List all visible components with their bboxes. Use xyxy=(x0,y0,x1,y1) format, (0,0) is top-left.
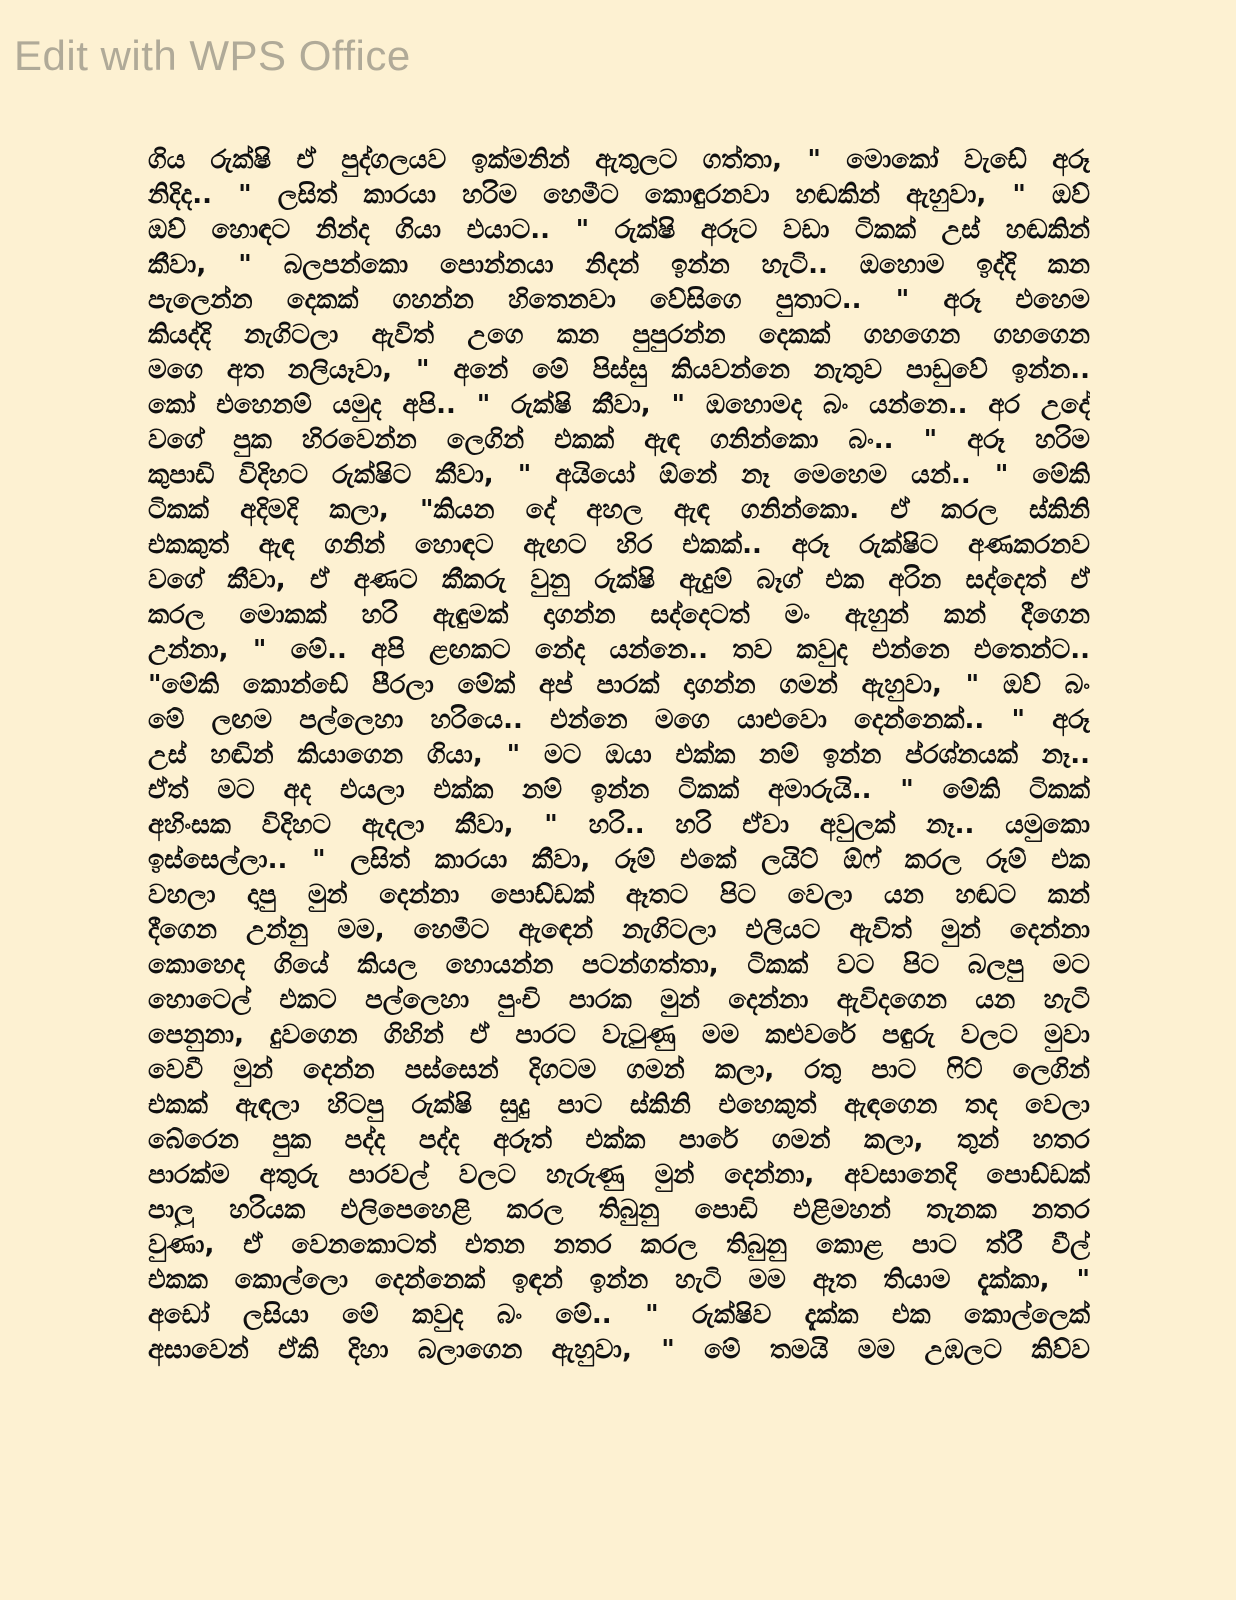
text-line: බේරෙන පුක පද්ද පද්ද අරූත් එක්ක පාරේ ගමන් කලා, තුන් හතර xyxy=(148,1125,1090,1155)
text-line: ඔව් හොඳට නින්ද ගියා එයාට.. " රුක්ෂි අරූට වඩා ටිකක් උස් හඬකින් xyxy=(148,215,1090,245)
text-line: පාරක්ම අතුරු පාරවල් වලට හැරුණු මුන් දෙන්නා, අවසානෙදි පොඩ්ඩක් xyxy=(148,1160,1090,1190)
text-line: පාලු හරියක එලිපෙහෙළි කරල තිබුනු පොඩි එළිමහන් තැනක නතර xyxy=(148,1195,1090,1225)
text-line: කියද්දි නැගිටලා ඇවිත් උගෙ කන පුපුරන්න දෙකක් ගහගෙන ගහගෙන xyxy=(148,320,1090,350)
text-line: "මේකි කොන්ඩේ පීරලා මේක් අප් පාරක් දාගන්න ගමන් ඇහුවා, " ඔව් බං xyxy=(148,670,1090,700)
text-line: ගිය රුක්ෂි ඒ පුද්ගලයව ඉක්මනින් ඇතුලට ගත්තා, " මොකෝ වැඩේ අරූ xyxy=(148,145,1090,175)
text-line: අඩෝ ලසියා මේ කවුද බං මේ.. " රුක්ෂිව දැක්ක එක කොල්ලෙක් xyxy=(148,1300,1090,1330)
text-line: වෙවී මුන් දෙන්න පස්සෙන් දිගටම ගමන් කලා, රතු පාට ෆිට් ලෙගින් xyxy=(148,1055,1090,1085)
text-line: ටිකක් අදිමදි කලා, "කියන දේ අහල ඇඳ ගනින්කො. ඒ කරල ස්කිනි xyxy=(148,495,1090,525)
text-line: එකක කොල්ලො දෙන්නෙක් ඉඳන් ඉන්න හැටි මම ඈත තියාම දැක්කා, " xyxy=(148,1265,1090,1295)
text-line: උන්නා, " මේ.. අපි ළඟකට නේද යන්නෙ.. තව කවුද එන්නෙ එතෙන්ට.. xyxy=(148,635,1090,665)
text-line: මගෙ අත නලියෑවා, " අනේ මේ පිස්සු කියවන්නෙ නැතුව පාඩුවේ ඉන්න.. xyxy=(148,355,1090,385)
text-line: වගේ පුක හිරවෙන්න ලෙගින් එකක් ඇඳ ගනින්කො බං.. " අරූ හරිම xyxy=(148,425,1090,455)
text-line: වහලා දාපු මුන් දෙන්නා පොඩ්ඩක් ඈතට පිට වෙලා යන හඬට කන් xyxy=(148,880,1090,910)
story-text xyxy=(148,143,1090,1368)
text-line: කොහෙද ගියේ කියල හොයන්න පටන්ගත්තා, ටිකක් වට පිට බලපු මට xyxy=(148,950,1090,980)
text-line: ඉස්සෙල්ලා.. " ලසිත් කාරයා කීවා, රූම් එකේ ලයිට් ඕෆ් කරල රූම් එක xyxy=(148,845,1090,875)
text-line: කරල මොකක් හරි ඇඳුමක් දාගන්න සද්දෙටත් මං ඇහුන් කන් දීගෙන xyxy=(148,600,1090,630)
wps-watermark: Edit with WPS Office xyxy=(14,32,411,79)
text-line: මේ ලඟම පල්ලෙහා හරියෙ.. එන්නෙ මගෙ යාළුවො දෙන්නෙක්.. " අරූ xyxy=(148,705,1090,735)
text-line: ඒත් මට අද එයලා එක්ක නම් ඉන්න ටිකක් අමාරුයි.. " මේකි ටිකක් xyxy=(148,775,1090,805)
text-line: වගේ කීවා, ඒ අණට කීකරු වුනු රුක්ෂි ඇදුම් බෑග් එක අරින සද්දෙත් ඒ xyxy=(148,565,1090,595)
text-line: එකකුත් ඇඳ ගනින් හොඳට ඇඟට හිර එකක්.. අරූ රුක්ෂිට අණකරනව xyxy=(148,530,1090,560)
text-line: එකක් ඇඳලා හිටපු රුක්ෂි සුදු පාට ස්කිනි එහෙකුත් ඇඳගෙන තද වෙලා xyxy=(148,1090,1090,1120)
text-line: කෝ එහෙනම් යමුද අපි.. " රුක්ෂි කීවා, " ඔහොමද බං යන්නෙ.. අර උදේ xyxy=(148,390,1090,420)
text-line: නිදිද.. " ලසිත් කාරයා හරිම හෙමීට කොඳුරනවා හඬකින් ඇහුවා, " ඔව් xyxy=(148,180,1090,210)
text-line: දීගෙන උන්නු මම, හෙමීට ඇඳෙන් නැගිටලා එලියට ඇවිත් මුන් දෙන්නා xyxy=(148,915,1090,945)
text-line: කීවා, " බලපන්කො පොන්නයා නිදන් ඉන්න හැටි.. ඔහොම ඉද්දි කන xyxy=(148,250,1090,280)
text-line: අහිංසක විදිහට ඇදලා කීවා, " හරි.. හරි ඒවා අවුලක් නෑ.. යමුකො xyxy=(148,810,1090,840)
text-line: වුණා, ඒ වෙනකොටත් එතන නතර කරල තිබුනු කොළ පාට ත්රී වීල් xyxy=(148,1230,1090,1260)
text-line: අසාවෙන් ඒකි දිහා බලාගෙන ඇහුවා, " මේ තමයි මම උඹලට කිව්ව xyxy=(148,1335,1090,1365)
text-line: හොටෙල් එකට පල්ලෙහා පුංචි පාරක මුන් දෙන්නා ඇවිදගෙන යන හැටි xyxy=(148,985,1090,1015)
text-line: පැලෙන්න දෙකක් ගහන්න හිතෙනවා වේසිගෙ පුතාට.. " අරූ එහෙම xyxy=(148,285,1090,315)
text-line: පෙනුනා, දුවගෙන ගිහින් ඒ පාරට වැටුණු මම කළුවරේ පඳුරු වලට මුවා xyxy=(148,1020,1090,1050)
text-line: උස් හඬින් කියාගෙන ගියා, " මට ඔයා එක්ක නම් ඉන්න ප්රශ්නයක් නෑ.. xyxy=(148,740,1090,770)
text-line: කුපාඩි විදිහට රුක්ෂිට කීවා, " අයියෝ ඕනේ නෑ මෙහෙම යන්.. " මේකි xyxy=(148,460,1090,490)
